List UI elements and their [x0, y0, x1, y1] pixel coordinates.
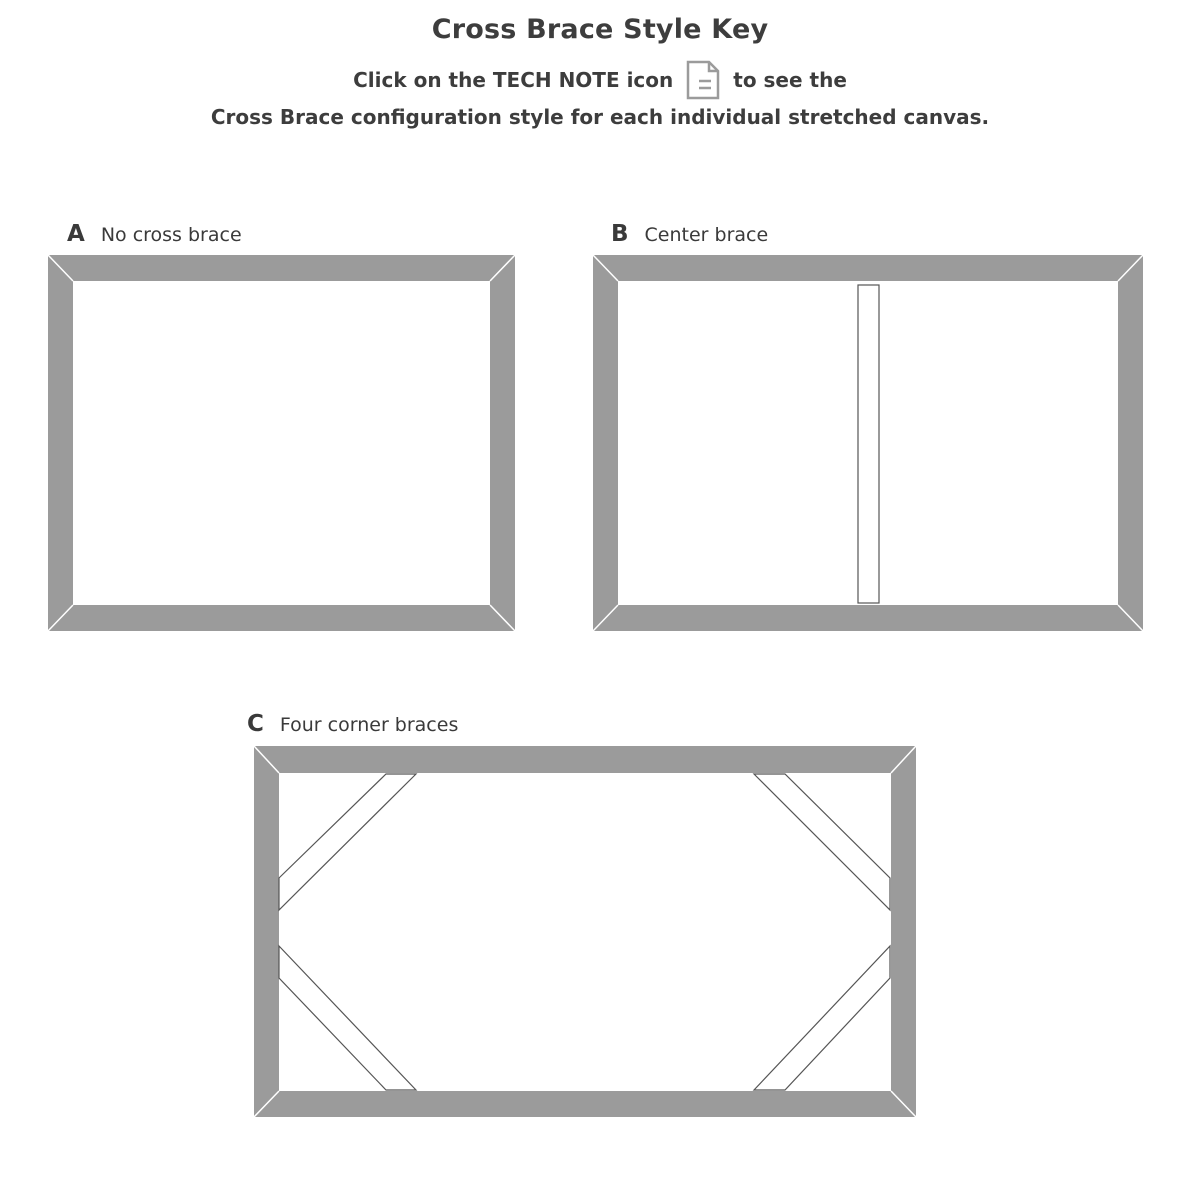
- frame-c-four-corner-braces: [254, 746, 916, 1117]
- style-c-text: Four corner braces: [279, 714, 459, 736]
- instruction-text-after-icon: to see the: [733, 68, 847, 92]
- frame-a-no-brace: [48, 255, 515, 631]
- instruction-line-2: Cross Brace configuration style for each individual stretched canvas.: [210, 105, 990, 129]
- style-a-letter: A: [67, 221, 85, 247]
- center-brace-bar: [858, 285, 879, 603]
- style-a-text: No cross brace: [100, 224, 242, 246]
- style-b-letter: B: [611, 221, 629, 247]
- style-c-letter: C: [247, 711, 264, 737]
- instruction-text-before-icon: Click on the TECH NOTE icon: [353, 68, 674, 92]
- style-b-text: Center brace: [644, 224, 769, 246]
- page-title: Cross Brace Style Key: [431, 14, 769, 45]
- frame-b-center-brace: [593, 255, 1143, 631]
